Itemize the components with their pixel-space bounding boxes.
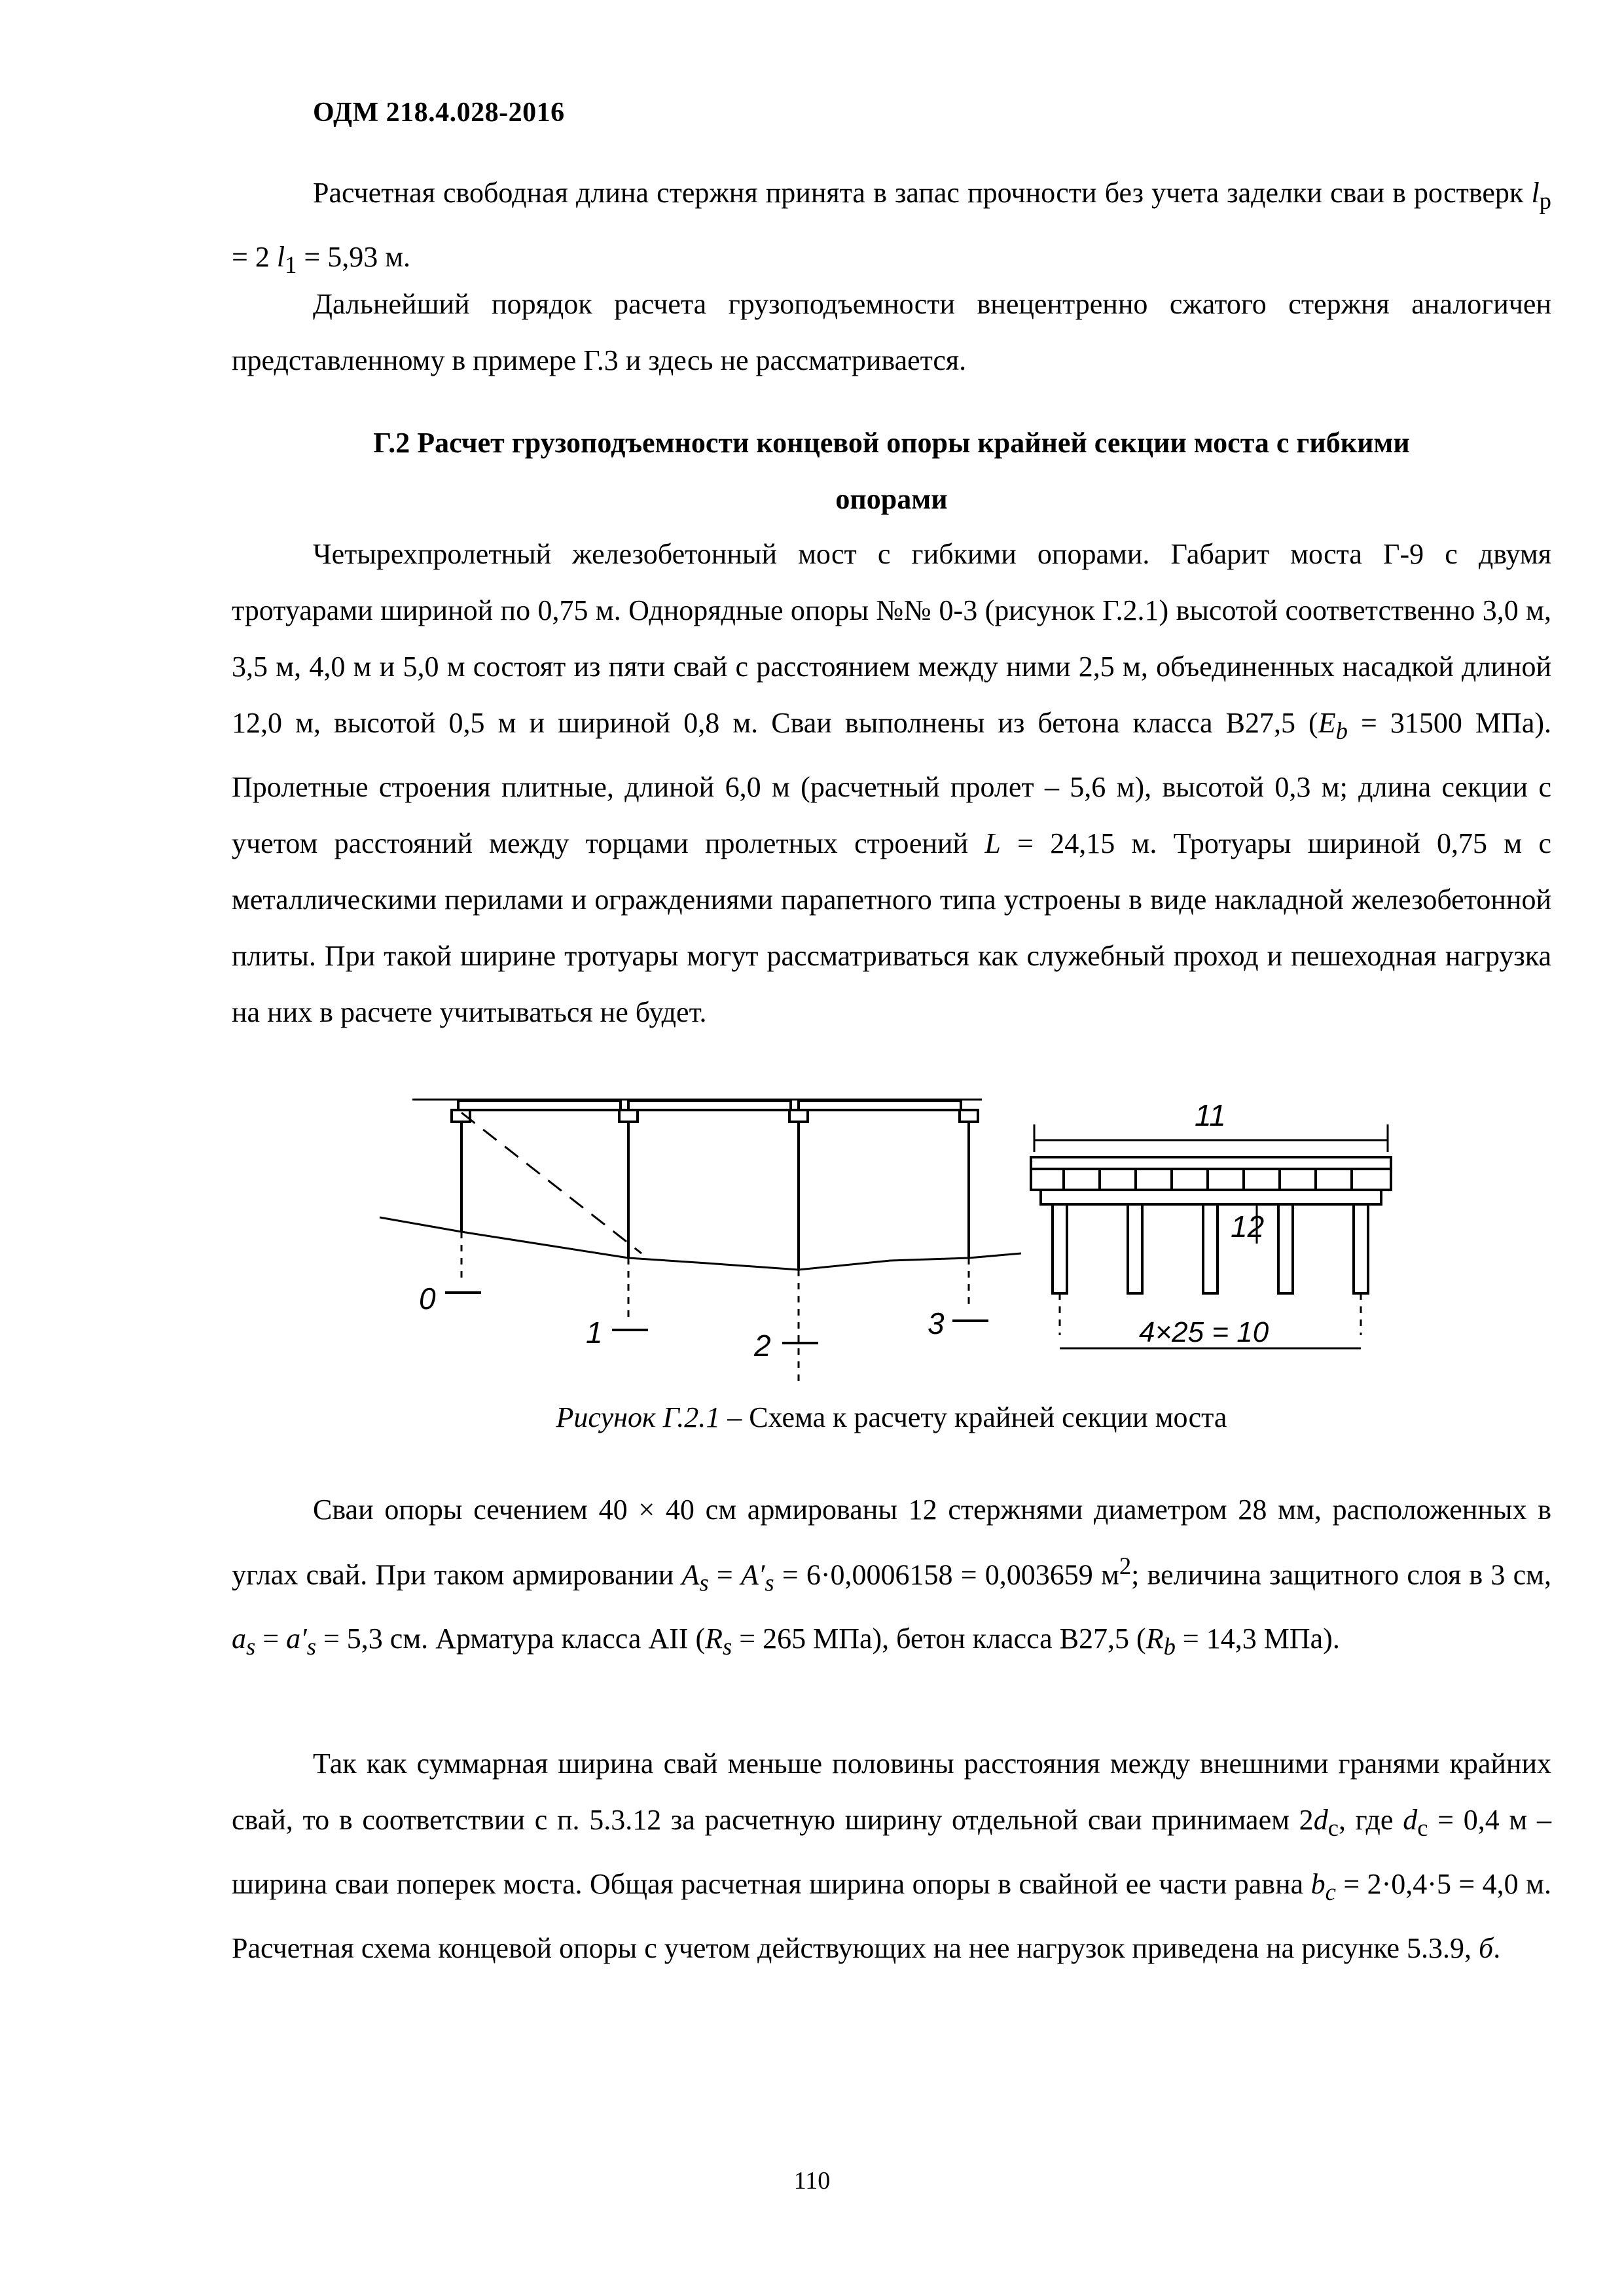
longitudinal-section (380, 1100, 1021, 1381)
paragraph-further-procedure: Дальнейший порядок расчета грузоподъемности внецентренно сжатого стержня аналогичен представленному в примере Г.3 и здесь не рассматривается. (232, 288, 1551, 376)
ground-line (380, 1217, 1021, 1270)
pier-cap (960, 1110, 978, 1122)
span-slab (458, 1101, 621, 1110)
pile (1278, 1204, 1293, 1293)
pier-cap (619, 1110, 638, 1122)
figure-bridge-scheme (367, 1086, 1414, 1401)
figure-caption: Рисунок Г.2.1 – Схема к расчету крайней секции моста (556, 1401, 1227, 1433)
dim-label-bottom: 4×25 = 10 (1139, 1316, 1269, 1348)
support-label-3: 3 (928, 1306, 945, 1340)
span-slab (799, 1101, 961, 1110)
pier-cap (789, 1110, 808, 1122)
span-slab (628, 1101, 791, 1110)
dim-label-top: 11 (1195, 1098, 1226, 1132)
paragraph-piles-reinforcement: Сваи опоры сечением 40 × 40 см армированы 12 стержнями диаметром 28 мм, расположенных в углах свай. При таком армировании $A_s = A'_s = 6\cdot 0,0006158 = 0,003659$ $м^2$; величина защитного слоя в 3 см, $a_s = a'_s = 5,3$ см. Арматура класса АII ($R_s = 265$ МПа), бетон класса В27,5 ($R_b = 14,3$ МПа). (232, 1494, 1551, 1660)
page-number: 110 (793, 2167, 831, 2195)
paragraph-bridge-description: Четырехпролетный железобетонный мост с гибкими опорами. Габарит моста Г-9 с двумя тротуарами шириной по 0,75 м. Однорядные опоры №№ 0-3 (рисунок Г.2.1) высотой соответственно 3,0 м, 3,5 м, 4,0 м и 5,0 м состоят из пяти свай с расстоянием между ними 2,5 м, объединенных насадкой длиной 12,0 м, высотой 0,5 м и шириной 0,8 м. Сваи выполнены из бетона класса В27,5 ($E_b = 31500$ МПа). Пролетные строения плитные, длиной 6,0 м (расчетный пролет – 5,6 м), высотой 0,3 м; длина секции с учетом расстояний между торцами пролетных строений L = 24,15 м. Тротуары шириной 0,75 м с металлическими перилами и ограждениями парапетного типа устроены в виде накладной железобетонной плиты. При такой ширине тротуары могут рассматриваться как служебный проход и пешеходная нагрузка на них в расчете учитываться не будет. (232, 538, 1552, 1028)
support-label-1: 1 (586, 1316, 603, 1350)
pile (1128, 1204, 1142, 1293)
document-code-header: ОДМ 218.4.028-2016 (313, 98, 565, 128)
slope-line (461, 1113, 641, 1253)
pier-cap-beam (1041, 1190, 1381, 1204)
dim-label-height: 12 (1231, 1210, 1265, 1244)
support-label-0: 0 (419, 1282, 436, 1316)
paragraph-free-length: Расчетная свободная длина стержня принята в запас прочности без учета заделки сваи в ростверк $l_р = 2$ $l_1 = 5,93$ м. (232, 177, 1551, 278)
section-heading: Г.2 Расчет грузоподъемности концевой опоры крайней секции моста с гибкими опорами (373, 427, 1410, 515)
pile (1354, 1204, 1368, 1293)
pile (1203, 1204, 1218, 1293)
beams-row (1031, 1169, 1391, 1190)
deck-slab (1031, 1157, 1391, 1169)
pile (1053, 1204, 1067, 1293)
support-label-2: 2 (754, 1329, 771, 1363)
cross-section (1031, 1124, 1391, 1348)
paragraph-design-width: Так как суммарная ширина свай меньше половины расстояния между внешними гранями крайних свай, то в соответствии с п. 5.3.12 за расчетную ширину отдельной сваи принимаем $2d_c$, где $d_c = 0,4$ м – ширина сваи поперек моста. Общая расчетная ширина опоры в свайной ее части равна $b_c = 2\cdot 0,4\cdot 5 = 4,0$ м. Расчетная схема концевой опоры с учетом действующих на нее нагрузок приведена на рисунке 5.3.9, б. (232, 1748, 1551, 1964)
